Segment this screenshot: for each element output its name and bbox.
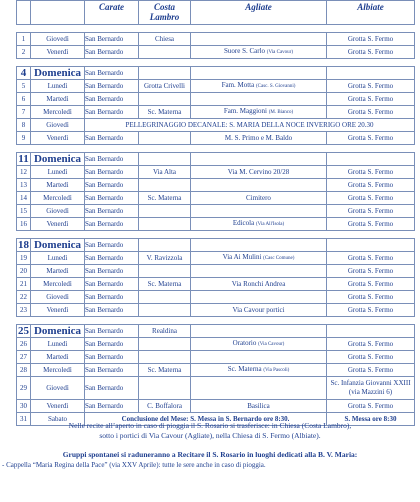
- day-number: 4: [17, 67, 31, 80]
- costa-lambro-cell: [139, 265, 191, 278]
- header-agliate: Agliate: [191, 1, 327, 25]
- agliate-address: (Casc. S. Giovanni): [255, 84, 296, 89]
- day-name: Domenica: [31, 67, 85, 80]
- albiate-cell: Grotta S. Fermo: [327, 93, 415, 106]
- day-row: [17, 304, 415, 317]
- day-number: 5: [17, 80, 31, 93]
- costa-lambro-cell: [139, 93, 191, 106]
- day-number: 25: [18, 324, 29, 337]
- carate-cell: San Bernardo: [85, 338, 139, 351]
- day-number: 11: [18, 152, 29, 165]
- day-name: Venerdì: [31, 218, 85, 231]
- day-row: [17, 93, 415, 106]
- day-number: 7: [17, 106, 31, 119]
- day-name: Venerdì: [31, 46, 85, 59]
- albiate-cell: Grotta S. Fermo: [327, 364, 415, 377]
- carate-cell: San Bernardo: [85, 278, 139, 291]
- costa-lambro-cell: Sc. Materna: [139, 364, 191, 377]
- agliate-cell: [191, 218, 327, 231]
- costa-lambro-cell: [139, 205, 191, 218]
- agliate-cell: [191, 67, 327, 80]
- agliate-place: Via Ronchi Andrea: [231, 279, 286, 288]
- day-name: Venerdì: [31, 132, 85, 145]
- agliate-place: M. S. Primo e M. Baldo: [224, 133, 293, 142]
- day-number: 2: [17, 46, 31, 59]
- day-row: [17, 265, 415, 278]
- day-name: Mercoledì: [31, 278, 85, 291]
- pilgrimage-cell: PELLEGRINAGGIO DECANALE: S. MARIA DELLA NOCE INVERIGO ORE 20.30: [85, 119, 415, 132]
- day-name: Giovedì: [31, 119, 85, 132]
- costa-lambro-cell: Realdina: [139, 325, 191, 338]
- agliate-address: (Via All'Isola): [255, 222, 285, 227]
- costa-lambro-cell: Via Alta: [139, 166, 191, 179]
- agliate-place: Via M. Cervino 20/28: [227, 167, 290, 176]
- carate-cell: San Bernardo: [85, 265, 139, 278]
- agliate-cell: [191, 377, 327, 400]
- albiate-cell: Grotta S. Fermo: [327, 46, 415, 59]
- agliate-address: (Via Cavour): [266, 50, 293, 55]
- albiate-cell: Grotta S. Fermo: [327, 351, 415, 364]
- day-number: 19: [17, 252, 31, 265]
- agliate-cell: [191, 325, 327, 338]
- agliate-place: Basilica: [247, 401, 270, 410]
- carate-cell: San Bernardo: [85, 291, 139, 304]
- section-gap: [17, 145, 415, 153]
- albiate-cell: Grotta S. Fermo: [327, 192, 415, 205]
- costa-lambro-cell: [139, 218, 191, 231]
- day-number: 21: [17, 278, 31, 291]
- header-costa-lambro: Costa Lambro: [139, 1, 191, 25]
- carate-cell: San Bernardo: [85, 351, 139, 364]
- day-row: [17, 119, 415, 132]
- carate-cell: San Bernardo: [85, 93, 139, 106]
- day-name: Venerdì: [31, 304, 85, 317]
- albiate-cell: S. Messa ore 8:30: [327, 413, 415, 426]
- albiate-cell: Grotta S. Fermo: [327, 338, 415, 351]
- agliate-cell: [191, 338, 327, 351]
- day-row: [17, 46, 415, 59]
- agliate-cell: [191, 291, 327, 304]
- costa-lambro-cell: [139, 179, 191, 192]
- agliate-cell: [191, 80, 327, 93]
- carate-cell: San Bernardo: [85, 106, 139, 119]
- day-name: Giovedì: [31, 205, 85, 218]
- albiate-cell: Grotta S. Fermo: [327, 278, 415, 291]
- agliate-place: Sc. Materna: [227, 365, 262, 373]
- header-carate: Carate: [85, 1, 139, 25]
- header-row: [17, 1, 415, 25]
- agliate-cell: [191, 153, 327, 166]
- albiate-cell: Grotta S. Fermo: [327, 252, 415, 265]
- day-name: Sabato: [31, 413, 85, 426]
- day-number: 12: [17, 166, 31, 179]
- costa-lambro-cell: [139, 338, 191, 351]
- day-name: Mercoledì: [31, 364, 85, 377]
- day-name: Martedì: [31, 265, 85, 278]
- section-gap: [17, 25, 415, 33]
- agliate-place: Oratorio: [232, 339, 257, 347]
- albiate-cell: [327, 239, 415, 252]
- gap-cell: [17, 59, 415, 67]
- gap-cell: [17, 231, 415, 239]
- agliate-place: Fam. Motta: [221, 81, 255, 89]
- day-number: 1: [17, 33, 31, 46]
- gap-cell: [17, 25, 415, 33]
- carate-cell: San Bernardo: [85, 252, 139, 265]
- day-name: Lunedì: [31, 80, 85, 93]
- agliate-cell: [191, 265, 327, 278]
- agliate-address: (Casc Comune): [263, 256, 295, 261]
- day-number: 6: [17, 93, 31, 106]
- section-gap: [17, 59, 415, 67]
- costa-lambro-cell: [139, 351, 191, 364]
- day-name: Giovedì: [31, 291, 85, 304]
- carate-cell: San Bernardo: [85, 166, 139, 179]
- day-row: [17, 278, 415, 291]
- day-number: 27: [17, 351, 31, 364]
- calendar-wrapper: [16, 0, 414, 426]
- agliate-cell: [191, 278, 327, 291]
- agliate-cell: [191, 351, 327, 364]
- costa-lambro-cell: Sc. Materna: [139, 106, 191, 119]
- day-number: 16: [17, 218, 31, 231]
- day-row: [17, 166, 415, 179]
- day-name: Lunedì: [31, 166, 85, 179]
- day-name: Lunedì: [31, 252, 85, 265]
- header-albiate: Albiate: [327, 1, 415, 25]
- carate-cell: San Bernardo: [85, 239, 139, 252]
- carate-cell: San Bernardo: [85, 67, 139, 80]
- day-number: 13: [17, 179, 31, 192]
- day-row: [17, 80, 415, 93]
- costa-lambro-cell: Grotta Crivelli: [139, 80, 191, 93]
- day-number: 28: [17, 364, 31, 377]
- costa-lambro-cell: Chiesa: [139, 33, 191, 46]
- agliate-cell: [191, 304, 327, 317]
- header-day-number: [17, 1, 31, 25]
- agliate-cell: [191, 166, 327, 179]
- albiate-cell: Grotta S. Fermo: [327, 291, 415, 304]
- albiate-cell: Grotta S. Fermo: [327, 106, 415, 119]
- albiate-cell: [327, 153, 415, 166]
- agliate-cell: [191, 252, 327, 265]
- carate-cell: San Bernardo: [85, 364, 139, 377]
- groups-title: Gruppi spontanei si raduneranno a Recitare il S. Rosario in luoghi dedicati alla B. V. Maria:: [62, 450, 358, 459]
- day-row: [17, 192, 415, 205]
- day-name: Domenica: [31, 325, 85, 338]
- day-name: Martedì: [31, 179, 85, 192]
- albiate-cell: [327, 325, 415, 338]
- day-row: [17, 179, 415, 192]
- day-row: [17, 205, 415, 218]
- day-row: [17, 338, 415, 351]
- albiate-cell: Grotta S. Fermo: [327, 166, 415, 179]
- albiate-cell: Grotta S. Fermo: [327, 400, 415, 413]
- carate-cell: San Bernardo: [85, 325, 139, 338]
- agliate-place: Suore S. Carlo: [224, 47, 266, 55]
- day-number: 15: [17, 205, 31, 218]
- calendar-body: [17, 25, 415, 426]
- section-gap: [17, 317, 415, 325]
- agliate-place: Fam. Maggioni: [223, 107, 267, 115]
- costa-lambro-cell: [139, 377, 191, 400]
- costa-lambro-cell: C. Boffalora: [139, 400, 191, 413]
- rosary-calendar-table: [16, 0, 415, 426]
- agliate-cell: [191, 33, 327, 46]
- day-row: [17, 33, 415, 46]
- carate-cell: San Bernardo: [85, 179, 139, 192]
- day-name: Giovedì: [31, 33, 85, 46]
- carate-cell: San Bernardo: [85, 80, 139, 93]
- day-number: 29: [17, 377, 31, 400]
- albiate-cell: Grotta S. Fermo: [327, 179, 415, 192]
- albiate-cell: Sc. Infanzia Giovanni XXIII (via Mazzini 6): [327, 377, 415, 400]
- carate-cell: San Bernardo: [85, 153, 139, 166]
- costa-lambro-cell: [139, 132, 191, 145]
- day-row: [17, 106, 415, 119]
- albiate-cell: Grotta S. Fermo: [327, 205, 415, 218]
- costa-lambro-cell: [139, 239, 191, 252]
- agliate-place: Edicola: [232, 219, 255, 227]
- rain-note-line2: sotto i portici di Via Cavour (Agliate), nella Chiesa di S. Fermo (Albiate).: [99, 431, 321, 440]
- day-name: Martedì: [31, 351, 85, 364]
- day-row: [17, 364, 415, 377]
- day-number: 26: [17, 338, 31, 351]
- day-number: 14: [17, 192, 31, 205]
- day-number: 22: [17, 291, 31, 304]
- day-row: [17, 252, 415, 265]
- albiate-cell: Grotta S. Fermo: [327, 132, 415, 145]
- day-row: [17, 291, 415, 304]
- carate-cell: San Bernardo: [85, 192, 139, 205]
- costa-lambro-cell: Sc. Materna: [139, 278, 191, 291]
- agliate-address: (M. Bianco): [268, 110, 294, 115]
- day-number: 18: [18, 238, 29, 251]
- carate-cell: San Bernardo: [85, 132, 139, 145]
- day-row: [17, 377, 415, 400]
- albiate-cell: Grotta S. Fermo: [327, 33, 415, 46]
- costa-lambro-cell: Sc. Materna: [139, 192, 191, 205]
- agliate-cell: [191, 205, 327, 218]
- costa-lambro-cell: [139, 153, 191, 166]
- albiate-cell: Grotta S. Fermo: [327, 80, 415, 93]
- agliate-place: Cimitero: [246, 193, 271, 202]
- day-number: 31: [17, 413, 31, 426]
- agliate-cell: [191, 239, 327, 252]
- day-number: 8: [17, 119, 31, 132]
- costa-lambro-cell: [139, 67, 191, 80]
- gap-cell: [17, 145, 415, 153]
- day-row: [17, 218, 415, 231]
- costa-lambro-cell: [139, 46, 191, 59]
- gap-cell: [17, 317, 415, 325]
- carate-cell: San Bernardo: [85, 377, 139, 400]
- carate-cell: San Bernardo: [85, 218, 139, 231]
- agliate-place: Via Cavour portici: [232, 305, 285, 314]
- day-name: Mercoledì: [31, 106, 85, 119]
- agliate-cell: [191, 106, 327, 119]
- day-name: Domenica: [31, 239, 85, 252]
- albiate-cell: [327, 67, 415, 80]
- albiate-cell: Grotta S. Fermo: [327, 304, 415, 317]
- day-name: Domenica: [31, 153, 85, 166]
- day-number: 23: [17, 304, 31, 317]
- carate-cell: San Bernardo: [85, 304, 139, 317]
- agliate-cell: [191, 93, 327, 106]
- conclusion-cell: Conclusione del Mese: S. Messa in S. Bernardo ore 8:30.: [85, 413, 327, 426]
- header-day-name: [31, 1, 85, 25]
- agliate-cell: [191, 46, 327, 59]
- agliate-cell: [191, 400, 327, 413]
- day-row: [17, 153, 415, 166]
- costa-lambro-cell: [139, 304, 191, 317]
- albiate-cell: Grotta S. Fermo: [327, 265, 415, 278]
- day-name: Mercoledì: [31, 192, 85, 205]
- day-name: Lunedì: [31, 338, 85, 351]
- agliate-cell: [191, 364, 327, 377]
- carate-cell: San Bernardo: [85, 46, 139, 59]
- day-row: [17, 325, 415, 338]
- agliate-address: (Via Pascoli): [263, 368, 290, 373]
- groups-item-1: - Cappella “Maria Regina della Pace” (via XXV Aprile): tutte le sere anche in caso di pioggia.: [2, 461, 266, 469]
- carate-cell: San Bernardo: [85, 400, 139, 413]
- agliate-cell: [191, 132, 327, 145]
- agliate-cell: [191, 192, 327, 205]
- day-number: 9: [17, 132, 31, 145]
- day-row: [17, 351, 415, 364]
- agliate-cell: [191, 179, 327, 192]
- day-row: [17, 132, 415, 145]
- day-row: [17, 400, 415, 413]
- albiate-cell: Grotta S. Fermo: [327, 218, 415, 231]
- day-number: 30: [17, 400, 31, 413]
- day-row: [17, 239, 415, 252]
- rain-note-line1: Nelle recite all’aperto in caso di pioggia il S. Rosario si trasferisce: in Chiesa (Costa Lambro),: [68, 421, 352, 430]
- agliate-address: (Via Cavour): [258, 342, 285, 347]
- costa-lambro-cell: V. Ravizzola: [139, 252, 191, 265]
- day-name: Venerdì: [31, 400, 85, 413]
- section-gap: [17, 231, 415, 239]
- agliate-place: Via Ai Mulini: [222, 253, 262, 261]
- carate-cell: San Bernardo: [85, 33, 139, 46]
- carate-cell: San Bernardo: [85, 205, 139, 218]
- day-number: 20: [17, 265, 31, 278]
- day-name: Martedì: [31, 93, 85, 106]
- day-row: [17, 67, 415, 80]
- costa-lambro-cell: [139, 291, 191, 304]
- day-name: Giovedì: [31, 377, 85, 400]
